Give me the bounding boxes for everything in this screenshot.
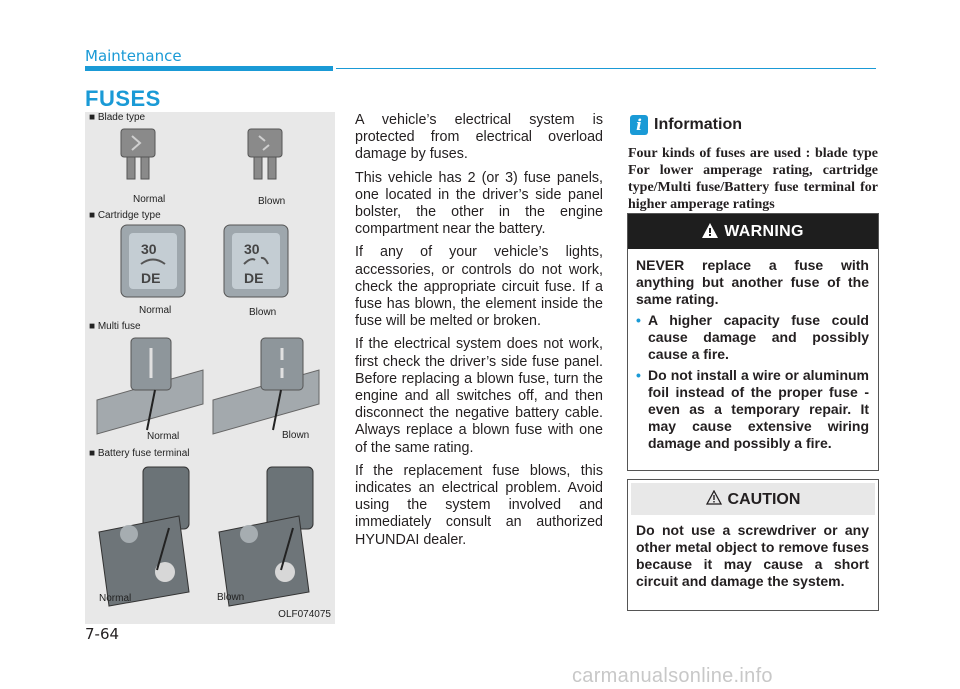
page-title: FUSES [85, 86, 161, 111]
body-paragraph: If any of your vehicle’s lights, accessories, or controls do not work, check the appropriate circuit fuse. If a fuse has blown, the element inside the fuse will be melted or broken. [355, 244, 603, 330]
figure-caption-blown: Blown [217, 592, 245, 603]
info-icon: i [630, 115, 648, 135]
body-paragraph: A vehicle’s electrical system is protected from electrical overload damage by fuses. [355, 112, 603, 163]
section-rule-thick [85, 66, 333, 71]
multi-fuse-normal [97, 338, 203, 434]
caution-header [631, 483, 875, 515]
figure-caption-blown: Blown [258, 196, 286, 207]
warning-header [628, 214, 878, 249]
information-text: Four kinds of fuses are used : blade type For lower amperage rating, cartridge type/Multi fuse/Battery fuse terminal for higher amperage ratings [628, 146, 878, 212]
warning-intro: NEVER replace a fuse with anything but another fuse of the same rating. [636, 257, 869, 307]
cartridge-fuse-normal [121, 225, 185, 297]
body-text [355, 112, 603, 555]
warning-title: WARNING [724, 223, 804, 240]
figure-caption-normal: Normal [139, 305, 172, 316]
information-header [630, 115, 880, 139]
figure-category-battery: ■ Battery fuse terminal [89, 448, 190, 459]
fuse-figure [85, 112, 335, 624]
battery-terminal-blown [219, 467, 313, 606]
warning-body [628, 249, 878, 452]
figure-caption-blown: Blown [282, 430, 310, 441]
caution-icon [706, 484, 722, 518]
figure-caption-blown: Blown [249, 307, 277, 318]
caution-box [627, 479, 879, 611]
warning-icon [702, 216, 718, 251]
multi-fuse-blown [213, 338, 319, 434]
warning-bullet: • Do not install a wire or aluminum foil instead of the proper fuse - even as a temporary repair. It may cause extensive wiring damage and possibly a fire. [636, 367, 869, 451]
svg-text:DE: DE [244, 270, 264, 286]
section-rule-thin [336, 68, 876, 69]
caution-title: CAUTION [727, 491, 801, 508]
page-number: 7-64 [85, 625, 120, 643]
figure-caption-normal: Normal [99, 593, 132, 604]
caution-text: Do not use a screwdriver or any other metal object to remove fuses because it may cause a short circuit and damage the system. [636, 522, 869, 589]
figure-caption-normal: Normal [133, 194, 166, 205]
body-paragraph: If the electrical system does not work, first check the driver’s side fuse panel. Before replacing a blown fuse, turn the engine and all switches off, and then disconnect the negative battery cable. Always replace a blown fuse with one of the same rating. [355, 336, 603, 456]
blade-fuse-blown [248, 129, 282, 179]
fuse-illustrations [85, 112, 335, 624]
battery-terminal-normal [99, 467, 189, 606]
warning-box [627, 213, 879, 471]
figure-category-cartridge: ■ Cartridge type [89, 210, 161, 221]
section-label: Maintenance [85, 47, 182, 65]
figure-category-multi: ■ Multi fuse [89, 321, 141, 332]
information-title: Information [654, 116, 742, 133]
cartridge-fuse-blown [224, 225, 288, 297]
body-paragraph: If the replacement fuse blows, this indicates an electrical problem. Avoid using the system involved and immediately consult an authorized HYUNDAI dealer. [355, 462, 603, 548]
figure-caption-normal: Normal [147, 431, 180, 442]
svg-text:30: 30 [141, 241, 157, 257]
blade-fuse-normal [121, 129, 155, 179]
warning-bullet: • A higher capacity fuse could cause damage and possibly cause a fire. [636, 312, 869, 362]
body-paragraph: This vehicle has 2 (or 3) fuse panels, one located in the driver’s side panel bolster, the other in the engine compartment near the battery. [355, 169, 603, 238]
figure-category-blade: ■ Blade type [89, 112, 146, 123]
svg-text:DE: DE [141, 270, 161, 286]
figure-code: OLF074075 [278, 609, 331, 620]
svg-text:30: 30 [244, 241, 260, 257]
watermark: carmanualsonline.info [572, 665, 773, 687]
